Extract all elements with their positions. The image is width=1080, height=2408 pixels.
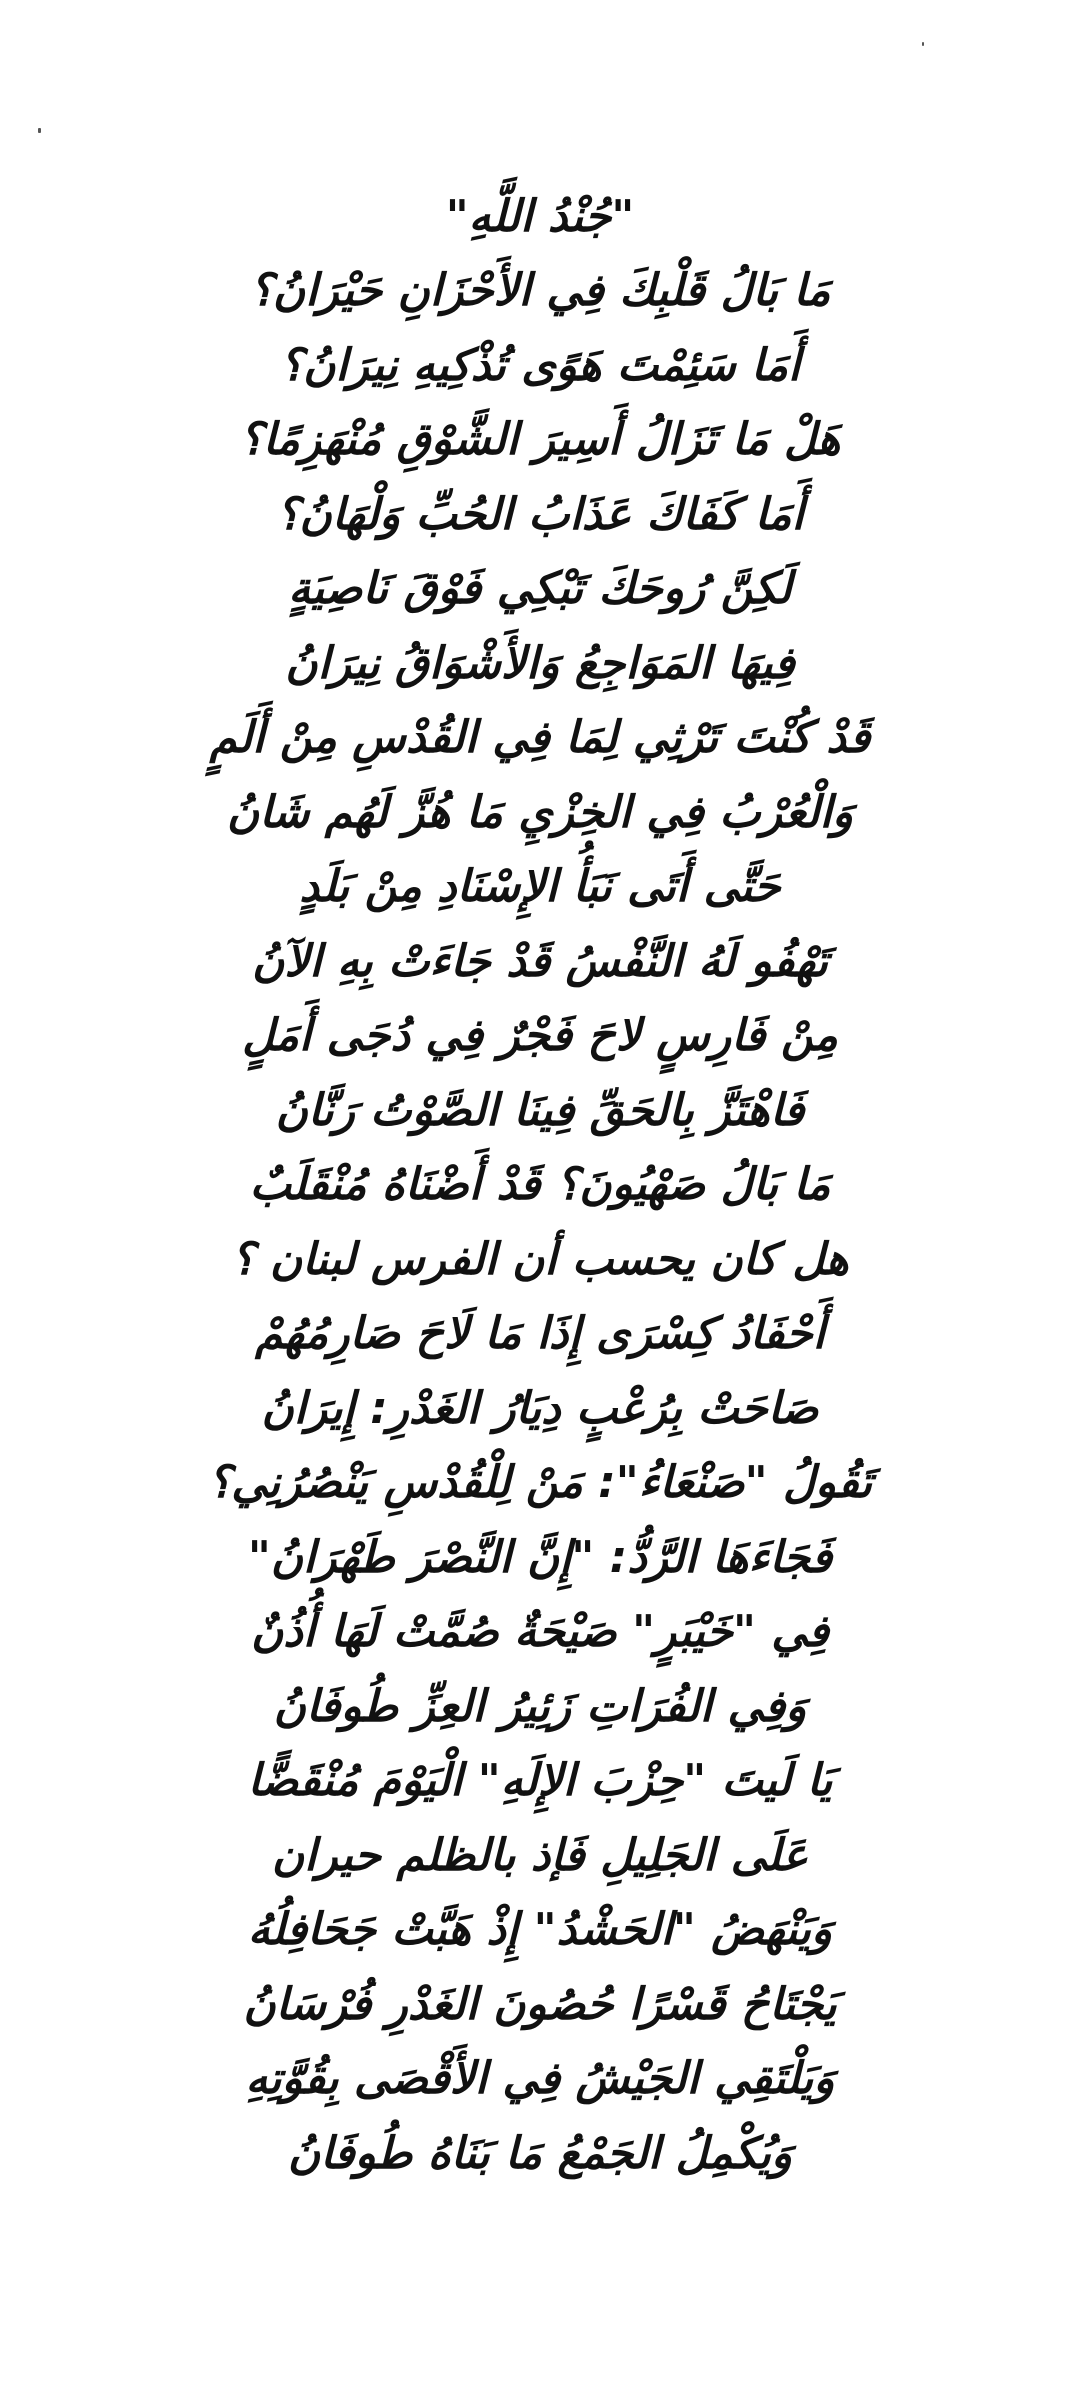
poem-verse-25: وَيَلْتَقِي الجَيْشُ فِي الأَقْصَى بِقُوَّتِهِ	[245, 2053, 835, 2104]
poem-verse-15: أَحْفَادُ كِسْرَى إِذَا مَا لَاحَ صَارِمُهُمْ	[255, 1308, 825, 1359]
poem-verse-17: تَقُولُ "صَنْعَاءُ": مَنْ لِلْقُدْسِ يَنْصُرُنِي؟	[207, 1457, 873, 1508]
poem-verse-22: عَلَى الجَلِيلِ فَإذ بالظلم حيران	[271, 1829, 809, 1881]
poem-verse-6: فِيهَا المَوَاجِعُ وَالأَشْوَاقُ نِيرَانُ	[285, 637, 795, 689]
poem-verse-2: أَمَا سَئِمْتَ هَوًى تُذْكِيهِ نِيرَانُ؟	[279, 339, 801, 391]
poem-verse-14: هل كان يحسب أن الفرس لبنان ؟	[231, 1233, 849, 1285]
poem-verse-20: وَفِي الفُرَاتِ زَئِيرُ العِزِّ طُوفَانُ	[273, 1680, 807, 1732]
poem-title: "جُنْدُ اللَّهِ"	[445, 191, 635, 242]
poem	[0, 180, 1080, 2191]
scan-speck	[38, 128, 41, 133]
scan-speck	[922, 42, 924, 46]
poem-verse-5: لَكِنَّ رُوحَكَ تَبْكِي فَوْقَ نَاصِيَةٍ	[288, 563, 792, 614]
poem-verse-12: فَاهْتَزَّ بِالحَقِّ فِينَا الصَّوْتُ رَنَّانُ	[275, 1084, 805, 1136]
poem-verse-26: وَيُكْمِلُ الجَمْعُ مَا بَنَاهُ طُوفَانُ	[287, 2127, 793, 2179]
poem-verse-18: فَجَاءَهَا الرَّدُّ: "إِنَّ النَّصْرَ طَهْرَانُ"	[247, 1531, 833, 1583]
poem-verse-23: وَيَنْهَضُ "الحَشْدُ" إِذْ هَبَّتْ جَحَافِلُهُ	[247, 1904, 833, 1955]
poem-verse-11: مِنْ فَارِسٍ لاحَ فَجْرٌ فِي دُجَى أَمَلٍ	[242, 1010, 838, 1061]
poem-verse-3: هَلْ مَا تَزَالُ أَسِيرَ الشَّوْقِ مُنْهَزِمًا؟	[239, 414, 841, 465]
poem-verse-9: حَتَّى أَتَى نَبَأُ الإِسْنَادِ مِنْ بَلَدٍ	[299, 861, 781, 912]
poem-verse-10: تَهْفُو لَهُ النَّفْسُ قَدْ جَاءَتْ بِهِ الآنُ	[252, 935, 828, 987]
poem-verse-7: قَدْ كُنْتَ تَرْثِي لِمَا فِي القُدْسِ مِنْ أَلَمٍ	[209, 712, 871, 763]
poem-verse-19: فِي "خَيْبَرٍ" صَيْحَةٌ صُمَّتْ لَهَا أُذُنٌ	[250, 1606, 830, 1657]
poem-verse-24: يَجْتَاحُ قَسْرًا حُصُونَ الغَدْرِ فُرْسَانُ	[243, 1978, 837, 2030]
poem-verse-8: وَالْعُرْبُ فِي الخِزْيِ مَا هُزَّ لَهُم شَانُ	[226, 786, 854, 838]
poem-verse-13: مَا بَالُ صَهْيُونَ؟ قَدْ أَضْنَاهُ مُنْقَلَبٌ	[249, 1159, 831, 1210]
poem-verse-4: أَمَا كَفَاكَ عَذَابُ الحُبِّ وَلْهَانُ؟	[276, 488, 804, 540]
poem-verse-21: يَا لَيتَ "حِزْبَ الإِلَهِ" الْيَوْمَ مُنْقَضًّا	[247, 1755, 833, 1806]
poem-verse-16: صَاحَتْ بِرُعْبٍ دِيَارُ الغَدْرِ: إِيرَانُ	[261, 1382, 819, 1434]
poem-verse-1: مَا بَالُ قَلْبِكَ فِي الأَحْزَانِ حَيْرَانُ؟	[249, 265, 831, 316]
